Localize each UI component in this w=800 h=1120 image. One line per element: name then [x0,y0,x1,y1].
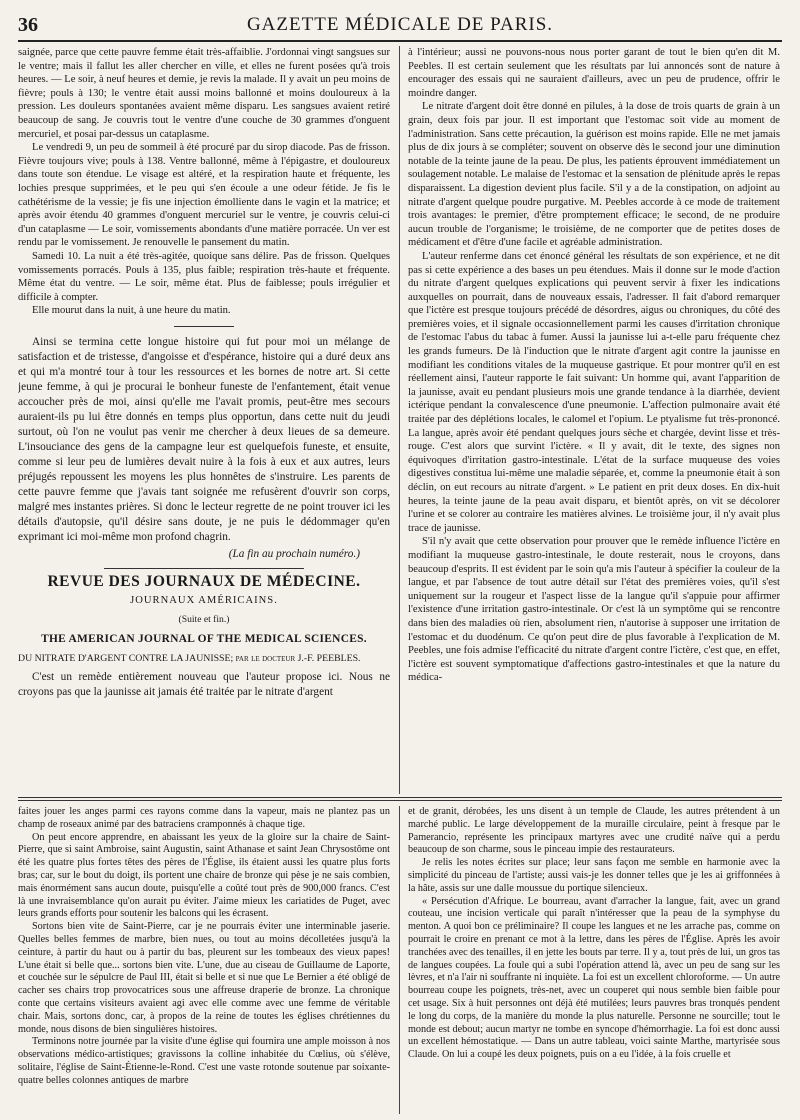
case-paragraph: Elle mourut dans la nuit, à une heure du matin. [32,305,231,317]
separator [104,568,304,569]
article-paragraph: S'il n'y avait que cette observation pour prouver que le remède influence l'ictère en modifiant la muqueuse gastro-intestinale, le doute resterait, nous le croyons, dans beaucoup d'esprits. Il est évident par le soin qu'a mis l'auteur à spécifier la couleur de la langue, et par l'absence de tout autre détail sur l'état des premières voies, qu'il s'est uniquement sur la rougeur et l'aspect lisse de la langue qu'il s'appuie pour affirmer l'existence d'une irritation gastro-intestinale. Or c'est là un symptôme qui se rencontre dans bien des maladies où rien, absolument rien, n'autorise à supposer une irritation de l'estomac et du duodénum. Ce qu'on peut dire de plus favorable à l'explication de M. Peebles, une fois admise l'efficacité du nitrate d'argent contre l'ictère, c'est que, en effet, l'ictère est souvent symptomatique d'affections gastro-intestinales et que la nature du médica- [408,536,780,684]
feuilleton-left-column [18,806,390,1116]
feuilleton-paragraph: faites jouer les anges parmi ces rayons comme dans la vapeur, mais ne plantez pas un champ de roseaux animé par des batraciens cramponnés à chaque tige. [18,806,390,830]
conclusion-paragraph: Ainsi se termina cette longue histoire qui fut pour moi un mélange de satisfaction et de tristesse, d'angoisse et d'espérance, histoire qui a duré deux ans et qui m'a montré tour à tour les ressources et les bornes de notre art. Si cette jeune femme, à qui je procurai le bonheur funeste de l'enfantement, était venue accoucher près de moi, ainsi qu'elle me l'avait promis, peut-être mes secours auraient-ils pu lui être donnés en temps plus opportun, dans cette nuit du jeudi surtout, où l'on ne voulut pas venir me chercher à deux lieues de sa demeure. L'insouciance des gens de la campagne leur est quelquefois funeste, et ensuite, comme si leur peu de lumières devait nuire à la fois à eux et aux autres, leurs préjugés repoussent les moyens les plus honnêtes de s'instruire. Les parents de cette pauvre femme que j'avais tant soignée me refusèrent d'ouvrir son corps, malgré mes instantes prières. Si donc le lecteur regrette de ne point trouver ici les détails d'autopsie, qu'il désire sans doute, je ne puis le dédommager qu'en exprimant ici moi-même mon profond chagrin. [18,335,390,543]
case-paragraph: Samedi 10. La nuit a été très-agitée, quoique sans délire. Pas de frisson. Quelques vomissements porracés. Pouls à 135, plus faible; respiration très-haute et fréquente. Même état du ventre. — Le soir, même état. Plus de faiblesse; pouls irrégulier et difficile à compter. [18,250,390,303]
suite-note: (Suite et fin.) [178,614,230,626]
case-paragraph: Le vendredi 9, un peu de sommeil à été procuré par du sirop diacode. Pas de frisson. Fièvre toujours vive; pouls à 138. Ventre ballonné, même à l'épigastre, et douloureux dans toute son étendue. Le visage est altéré, et la respiration haute et fréquente, les lochies presque supprimées, et le peu qui s'en écoule a une odeur fétide. Je fis le cathétérisme de la vessie; je fis une injection émolliente dans le vagin et la matrice; et après avoir étendu 40 grammes d'onguent mercuriel sur le ventre, je couvris celui-ci d'un cataplasme — Le soir, vomissements abondants d'une matière porracée. Un ver est rendu par le vomissement. Je renouvelle le pansement du matin. [18,142,390,249]
feuilleton-right-column [408,806,780,1116]
journal-title: GAZETTE MÉDICALE DE PARIS. [246,14,554,35]
feuilleton-rule [18,800,782,801]
header-rule [18,40,782,42]
article-paragraph: L'auteur renferme dans cet énoncé général les résultats de son expérience, et ne dit pas si cette expérience a des bases un peu étendues. Mais il donne sur le mode d'action du nitrate d'argent quelques explications qui peuvent servir à fixer les indications auxquelles on pourrait, dans de nouveaux essais, l'adresser. Il fait d'abord remarquer que l'ictère est presque toujours précédé de désordres, aigus ou chroniques, du côté des premières voies, et il signale occasionnellement parmi les causes d'irritation chronique de l'estomac l'abus du tabac à fumer. Aussi la jaunisse lui a-t-elle paru fréquente chez les grands fumeurs. De là l'induction que le nitrate d'argent agit contre la jaunisse en modifiant les conditions vitales de la muqueuse gastrique. Et pour montrer qu'il en est réellement ainsi, l'auteur rapporte le fait suivant: Un homme qui, avant l'apparition de la jaunisse, avait eu pendant plusieurs mois une grande tendance à la diarrhée, devient ictérique pendant la convalescence d'une pneumonie. L'affection pulmonaire avait été traitée par des déplétions locales, le calomel et l'opium. Le ptyalisme fut très-prononcé. La langue, après avoir été pendant quelques jours sèche et chargée, devint lisse et très-rouge. C'est alors que survint l'ictère. « Il y avait, dit le texte, des signes non équivoques d'irritation gastro-intestinale. L'état de la surface muqueuse des voies digestives constitua lui-même une maladie séparée, et, comme la pneumonie était à son déclin, on eut recours au nitrate d'argent. » Le patient en prit deux doses. En dix-huit heures, la teinte jaune de la peau avait disparu, et bientôt après, on vit se décolorer l'urine et se colorer au contraire les matières alvines. Le troisième jour, il n'y avait plus trace de jaunisse. [408,250,780,534]
continued-note: (La fin au prochain numéro.) [228,547,360,560]
section-subtitle: JOURNAUX AMÉRICAINS. [130,595,278,607]
right-column [408,46,780,796]
feuilleton-paragraph: Je relis les notes écrites sur place; leur sans façon me semble en harmonie avec la simplicité du pinceau de l'artiste; aussi vais-je les donner telles que je les ai griffonnées à la hâte, assis sur une dalle moussue du portique silencieux. [408,857,780,894]
page-number: 36 [18,14,38,36]
article-heading: DU NITRATE D'ARGENT CONTRE LA JAUNISSE; par le docteur J.-F. PEEBLES. [18,653,361,665]
separator [174,326,234,327]
left-column [18,46,390,796]
page-header [18,8,782,42]
feuilleton-paragraph: Sortons bien vite de Saint-Pierre, car je ne pourrais éviter une interminable jaserie. Quelles belles femmes de marbre, bien nues, ou tout au moins décolletées jusqu'à la ceinture, à partir du haut ou à partir du bas, pleurent sur les tombeaux des vieux papes! L'une était si belle que... sortons bien vite. L'une, due au ciseau de Guillaume de Laporte, et couchée sur le sépulcre de Paul III, était si belle et si nue que Le Bernier a été obligé de cacher ses chairs trop provocatrices sous une affreuse draperie de bronze. La chronique conte que certains visiteurs avaient agi avec elle comme avec une femme de véritable chair. Mais, sortons donc, car, à propos de la reine de toutes les églises chrétiennes du monde, nous disons de bien singulières histoires. [18,921,390,1035]
column-divider [399,46,400,794]
article-paragraph: Le nitrate d'argent doit être donné en pilules, à la dose de trois quarts de grain à un grain, deux fois par jour. Il est important que l'estomac soit vide au moment de l'administration. Sans cette précaution, la guérison est moins rapide. Elle ne met jamais plus de dix jours à se compléter; souvent on observe dès le second jour une diminution notable de la teinte jaune de la peau. De plus, les patients éprouvent immédiatement un soulagement notable. Le malaise de l'estomac et la sensation de plénitude après le repas disparaissent. La digestion devient plus facile. S'il y a de la constipation, on adjoint au nitrate d'argent quelque poudre purgative. M. Peebles accorde à ce mode de traitement trois avantages: le premier, d'être promptement efficace; le second, de ne produire aucun trouble de l'organisme; le troisième, de ne comporter que de petites doses de médicament et d'être d'une facile et agréable administration. [408,101,780,249]
feuilleton-paragraph: On peut encore apprendre, en abaissant les yeux de la gloire sur la chaire de Saint-Pierre, que si saint Ambroise, saint Augustin, saint Athanase et saint Jean Chrysostôme ont été les quatre plus fortes têtes des pères de l'Église, ils étaient aussi les quatre plus forts bras; car, sur le bout du doigt, ils portent une chaire de bronze qui pèse je ne sais combien, mais énormément sans aucun doute, puisqu'elle a coûté tout près de 900,000 francs. C'est là une invraisemblance qu'on aurait pu éviter. J'aime mieux les cariatides de Puget, avec leurs grands efforts pour soutenir les balcons qui les écrasent. [18,831,390,920]
article-paragraph: C'est un remède entièrement nouveau que l'auteur propose ici. Nous ne croyons pas que la jaunisse ait jamais été traitée par le nitrate d'argent [18,670,390,698]
column-divider [399,806,400,1114]
journal-heading: THE AMERICAN JOURNAL OF THE MEDICAL SCIENCES. [41,632,367,645]
feuilleton-rule [18,797,782,798]
case-paragraph: saignée, parce que cette pauvre femme était très-affaiblie. J'ordonnai vingt sangsues sur le ventre; mais il fallut les aller chercher en ville, et elles ne furent posées qu'à trois heures. — Le soir, à neuf heures et demie, je revis la malade. Il y avait un peu moins de fièvre; pouls à 130; le ventre était aussi moins ballonné et moins douloureux à la pression. Les douleurs spontanées avaient même disparu. Les sangsues avaient retiré beaucoup de sang. Je couvris tout le ventre d'une couche de 30 grammes d'onguent mercuriel, et posai par-dessus un cataplasme. [18,47,390,140]
article-paragraph: à l'intérieur; aussi ne pouvons-nous nous porter garant de tout le bien qu'en dit M. Peebles. Il est certain seulement que les résultats par lui annoncés sont de nature à encourager des essais qui ne sauraient d'ailleurs, avec un peu de prudence, offrir le moindre danger. [408,47,780,99]
feuilleton-paragraph: Terminons notre journée par la visite d'une église qui fournira une ample moisson à nos observations médico-artistiques; gravissons la colline inhabitée du Cœlius, où s'élève, solitaire, l'église de Saint-Étienne-le-Rond. C'est une vaste rotonde soutenue par soixante-quatre belles colonnes antiques de marbre [18,1036,390,1086]
feuilleton-paragraph: et de granit, dérobées, les uns disent à un temple de Claude, les autres prétendent à un marché public. Le large développement de la muraille circulaire, peint à fresque par le Pamerancio, représente les principaux martyres avec une crudité naïve qui a perdu beaucoup de son charme, sous le pinceau impie des restaurateurs. [408,806,780,856]
feuilleton-paragraph: « Persécution d'Afrique. Le bourreau, avant d'arracher la langue, fait, avec un grand couteau, une incision verticale qui paraît n'intéresser que la peau de la symphyse du menton. A quoi bon ce préliminaire? Il coupe les langues et ne les arrache pas, comme on pourrait le croire en prenant ce mot à la lettre, dans les pères de l'Église. Après les avoir tranchées avec des tenailles, il en jette les bouts par terre. Il y a, tout près de lui, un gros tas de langues coupées. La foule qui a subi l'opération attend là, avec un peu de sang sur les lèvres, et n'a l'air ni souffrante ni inquiète. La foi est un excellent chloroforme. — Un autre bourreau coupe les poignets, très-net, avec un couperet qui nous semble bien faible pour cet usage. Six à huit personnes ont déjà été mutilées; leurs pauvres bras tronqués pendent le long du corps, de la manière du monde la plus naturelle. Personne ne sourcille; tout le monde est debout; aucun martyr ne tombe en syncope d'hémorrhagie. La foi est donc aussi un excellent hémostatique. — Dans un autre tableau, voici sainte Marthe, martyrisée sous Claude. On lui a coupé les deux poignets, puis on a eu l'idée, à la fois cruelle et [408,895,780,1061]
review-title: REVUE DES JOURNAUX DE MÉDECINE. [47,572,361,590]
